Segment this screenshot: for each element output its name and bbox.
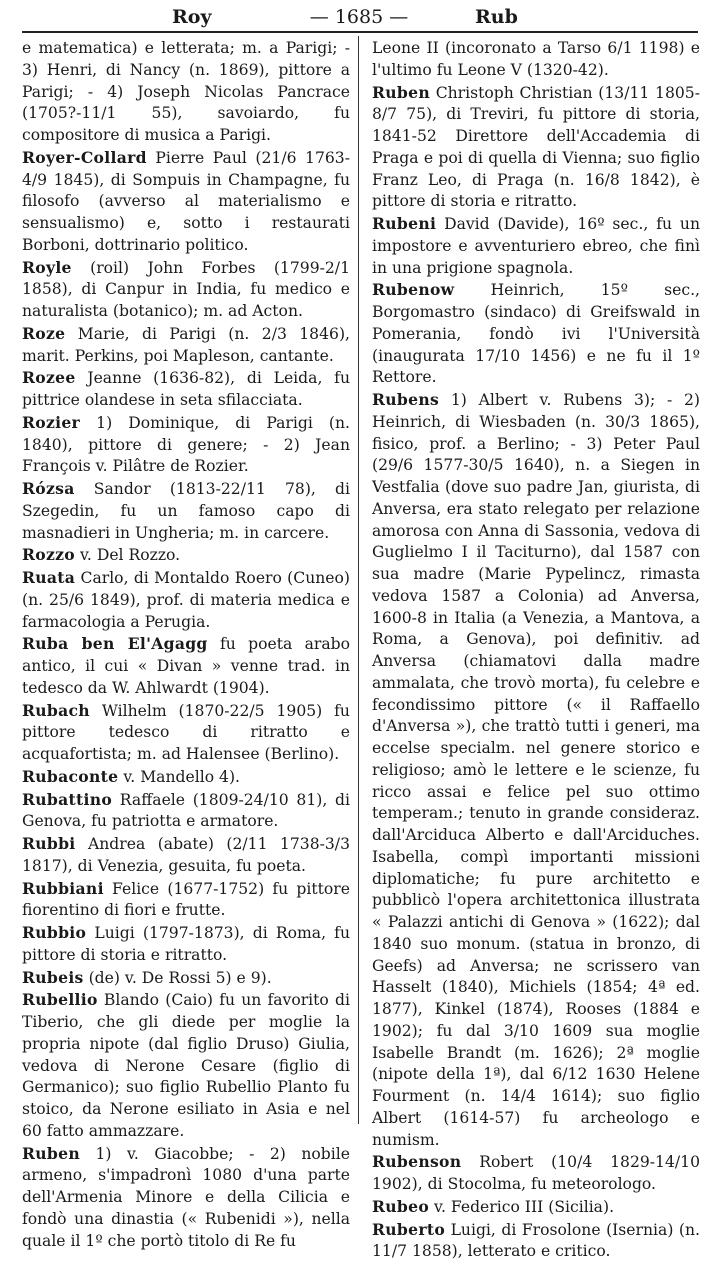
entry-text: Pierre Paul (21/6 1763-4/9 1845), di Sompuis in Champagne, fu filosofo (avverso al materialismo e sensualismo) e, sotto i restaurati Borboni, dottrinario politico. bbox=[22, 149, 350, 254]
dictionary-entry bbox=[22, 323, 350, 368]
entry-text: Luigi (1797-1873), di Roma, fu pittore di storia e ritratto. bbox=[22, 924, 350, 964]
entry-headword: Rubeo bbox=[372, 1197, 429, 1216]
dictionary-entry bbox=[22, 833, 350, 878]
dictionary-entry bbox=[22, 367, 350, 412]
dictionary-entry bbox=[22, 989, 350, 1142]
dictionary-entry bbox=[372, 1151, 700, 1196]
entry-text: Carlo, di Montaldo Roero (Cuneo) (n. 25/6 1849), prof. di materia medica e farmacologia a Perugia. bbox=[22, 569, 350, 631]
entry-text: e matematica) e letterata; m. a Parigi; - 3) Henri, di Nancy (n. 1869), pittore a Parigi; - 4) Joseph Nicolas Pancrace (1705?-11/1 55), savoiardo, fu compositore di musica a Parigi. bbox=[22, 39, 350, 144]
entry-text: Christoph Christian (13/11 1805-8/7 75), di Treviri, fu pittore di storia, 1841-52 Direttore dell'Accademia di Praga e poi di quella di Vienna; suo figlio Franz Leo, di Praga (n. 16/8 1842), è pittore di storia e ritratto. bbox=[372, 84, 700, 211]
page-header bbox=[0, 4, 718, 32]
entry-headword: Rubeni bbox=[372, 214, 436, 233]
dictionary-entry bbox=[22, 412, 350, 478]
entry-text: fu poeta arabo antico, il cui « Divan » venne trad. in tedesco da W. Ahlwardt (1904). bbox=[22, 635, 350, 697]
entry-text: 1) Dominique, di Parigi (n. 1840), pittore di genere; - 2) Jean François v. Pilâtre de Rozier. bbox=[22, 414, 350, 476]
entry-text: v. Federico III (Sicilia). bbox=[434, 1198, 614, 1216]
dictionary-entry bbox=[372, 1196, 700, 1219]
entry-text: Jeanne (1636-82), di Leida, fu pittrice olandese in seta sfilacciata. bbox=[22, 369, 350, 409]
entry-headword: Rubach bbox=[22, 701, 90, 720]
dictionary-entry bbox=[22, 789, 350, 834]
entry-text: (de) v. De Rossi 5) e 9). bbox=[89, 969, 272, 987]
entry-headword: Royer-Collard bbox=[22, 148, 147, 167]
dictionary-entry bbox=[22, 967, 350, 990]
entry-headword: Rozee bbox=[22, 368, 76, 387]
dictionary-entry bbox=[22, 567, 350, 633]
entry-text: v. Mandello 4). bbox=[123, 768, 240, 786]
right-column bbox=[372, 38, 700, 1263]
dictionary-entry bbox=[372, 1219, 700, 1263]
entry-headword: Rubbi bbox=[22, 834, 76, 853]
header-left-guideword: Roy bbox=[172, 6, 212, 28]
dictionary-entry bbox=[372, 279, 700, 389]
entry-headword: Royle bbox=[22, 258, 72, 277]
entry-headword: Rubenson bbox=[372, 1152, 461, 1171]
entry-headword: Roze bbox=[22, 324, 65, 343]
entry-headword: Rubbiani bbox=[22, 879, 104, 898]
dictionary-entry bbox=[372, 82, 700, 214]
entry-text: David (Davide), 16º sec., fu un impostore e avventuriero ebreo, che finì in una prigione spagnola. bbox=[372, 215, 700, 277]
left-column bbox=[22, 38, 350, 1252]
header-right-guideword: Rub bbox=[475, 6, 518, 28]
entry-text: Sandor (1813-22/11 78), di Szegedin, fu un famoso capo di masnadieri in Ungheria; m. in carcere. bbox=[22, 480, 350, 542]
entry-headword: Rubeis bbox=[22, 968, 84, 987]
entry-headword: Rozier bbox=[22, 413, 80, 432]
entry-text: Wilhelm (1870-22/5 1905) fu pittore tedesco di ritratto e acquafortista; m. ad Halensee (Berlino). bbox=[22, 702, 350, 764]
entry-text: Robert (10/4 1829-14/10 1902), di Stocolma, fu meteorologo. bbox=[372, 1153, 700, 1193]
dictionary-entry bbox=[372, 389, 700, 1151]
column-divider bbox=[358, 36, 359, 1124]
entry-text: (roil) John Forbes (1799-2/1 1858), di Canpur in India, fu medico e naturalista (botanico); m. ad Acton. bbox=[22, 259, 350, 321]
entry-text: Felice (1677-1752) fu pittore fiorentino di fiori e frutte. bbox=[22, 880, 350, 920]
entry-text: v. Del Rozzo. bbox=[80, 546, 180, 564]
entry-headword: Rozzo bbox=[22, 545, 75, 564]
dictionary-entry bbox=[22, 922, 350, 967]
entry-text: Andrea (abate) (2/11 1738-3/3 1817), di Venezia, gesuita, fu poeta. bbox=[22, 835, 350, 875]
dictionary-entry bbox=[22, 633, 350, 699]
entry-headword: Rubens bbox=[372, 390, 439, 409]
dictionary-entry bbox=[22, 766, 350, 789]
dictionary-entry bbox=[372, 38, 700, 82]
dictionary-entry bbox=[22, 1143, 350, 1253]
entry-headword: Rubellio bbox=[22, 990, 98, 1009]
dictionary-entry bbox=[22, 38, 350, 147]
dictionary-entry bbox=[22, 257, 350, 323]
entry-text: 1) Albert v. Rubens 3); - 2) Heinrich, di Wiesbaden (n. 30/3 1865), fisico, prof. a Berlino; - 3) Peter Paul (29/6 1577-30/5 1640), n. a Siegen in Vestfalia (dove suo padre Jan, giurista, di Anversa, era stato relegato per relazione amorosa con Anna di Sassonia, vedova di Guglielmo I il Taciturno), dal 1587 con sua madre (Marie Pypelincz, rimasta vedova 1587 a Colonia) ad Anversa, 1600-8 in Italia (a Venezia, a Mantova, a Roma, a Genova), poi definitiv. ad Anversa (chiamatovi dalla madre ammalata, che trovò morta), fu celebre e fecondissimo pittore (« il Raffaello d'Anversa »), che trattò tutti i generi, ma eccelse specialm. nel genere storico e religioso; amò le lettere e le scienze, fu ricco assai e felice pel suo ottimo temperam.; tenuto in grande considerаz. dall'Arciduca Alberto e dall'Arciduches. Isabella, compì importanti missioni diplomatiche; fu pure architetto e pubblicò l'opera architettonica illustrata « Palazzi antichi di Genova » (1622); dal 1840 suo monum. (statua in bronzo, di Geefs) ad Anversa; ne scrissero van Hasselt (1840), Michiels (1854; 4ª ed. 1877), Kinkel (1874), Rooses (1884 e 1902); fu dal 3/10 1609 sua moglie Isabelle Brandt (m. 1626); 2ª moglie (nipote della 1ª), dal 6/12 1630 Helene Fourment (n. 14/4 1614); suo figlio Albert (1614-57) fu archeologo e numism. bbox=[372, 391, 700, 1149]
entry-text: Leone II (incoronato a Tarso 6/1 1198) e l'ultimo fu Leone V (1320-42). bbox=[372, 39, 700, 79]
entry-text: 1) v. Giacobbe; - 2) nobile armeno, s'impadronì 1080 d'una parte dell'Armenia Minore e della Cilicia e fondò una dinastia (« Rubenidi »), nella quale il 1º che portò titolo di Re fu bbox=[22, 1145, 350, 1250]
entry-headword: Ruata bbox=[22, 568, 75, 587]
entry-headword: Ruberto bbox=[372, 1220, 445, 1239]
entry-text: Heinrich, 15º sec., Borgomastro (sindaco) di Greifswald in Pomerania, fondò ivi l'Università (inaugurata 17/10 1456) e ne fu il 1º Rettore. bbox=[372, 281, 700, 386]
entry-headword: Rubattino bbox=[22, 790, 112, 809]
dictionary-entry bbox=[22, 478, 350, 544]
entry-text: Raffaele (1809-24/10 81), di Genova, fu patriotta e armatore. bbox=[22, 791, 350, 831]
entry-headword: Ruben bbox=[372, 83, 430, 102]
dictionary-entry bbox=[22, 147, 350, 257]
entry-headword: Ruben bbox=[22, 1144, 80, 1163]
entry-headword: Rubbio bbox=[22, 923, 86, 942]
dictionary-entry bbox=[22, 700, 350, 766]
header-rule bbox=[22, 31, 698, 33]
dictionary-entry bbox=[372, 213, 700, 279]
entry-headword: Rubaconte bbox=[22, 767, 118, 786]
dictionary-entry bbox=[22, 878, 350, 923]
entry-text: Luigi, di Frosolone (Isernia) (n. 11/7 1858), letterato e critico. bbox=[372, 1221, 700, 1261]
entry-headword: Rózsa bbox=[22, 479, 75, 498]
page-number: — 1685 — bbox=[0, 6, 718, 28]
dictionary-entry bbox=[22, 544, 350, 567]
entry-text: Blando (Caio) fu un favorito di Tiberio, che gli diede per moglie la propria nipote (dal figlio Druso) Giulia, vedova di Nerone Cesare (figlio di Germanico); suo figlio Rubellio Planto fu stoico, da Nerone esiliato in Asia e nel 60 fatto ammazzare. bbox=[22, 991, 350, 1140]
entry-headword: Rubenow bbox=[372, 280, 454, 299]
entry-text: Marie, di Parigi (n. 2/3 1846), marit. Perkins, poi Mapleson, cantante. bbox=[22, 325, 350, 365]
entry-headword: Ruba ben El'Agagg bbox=[22, 634, 208, 653]
